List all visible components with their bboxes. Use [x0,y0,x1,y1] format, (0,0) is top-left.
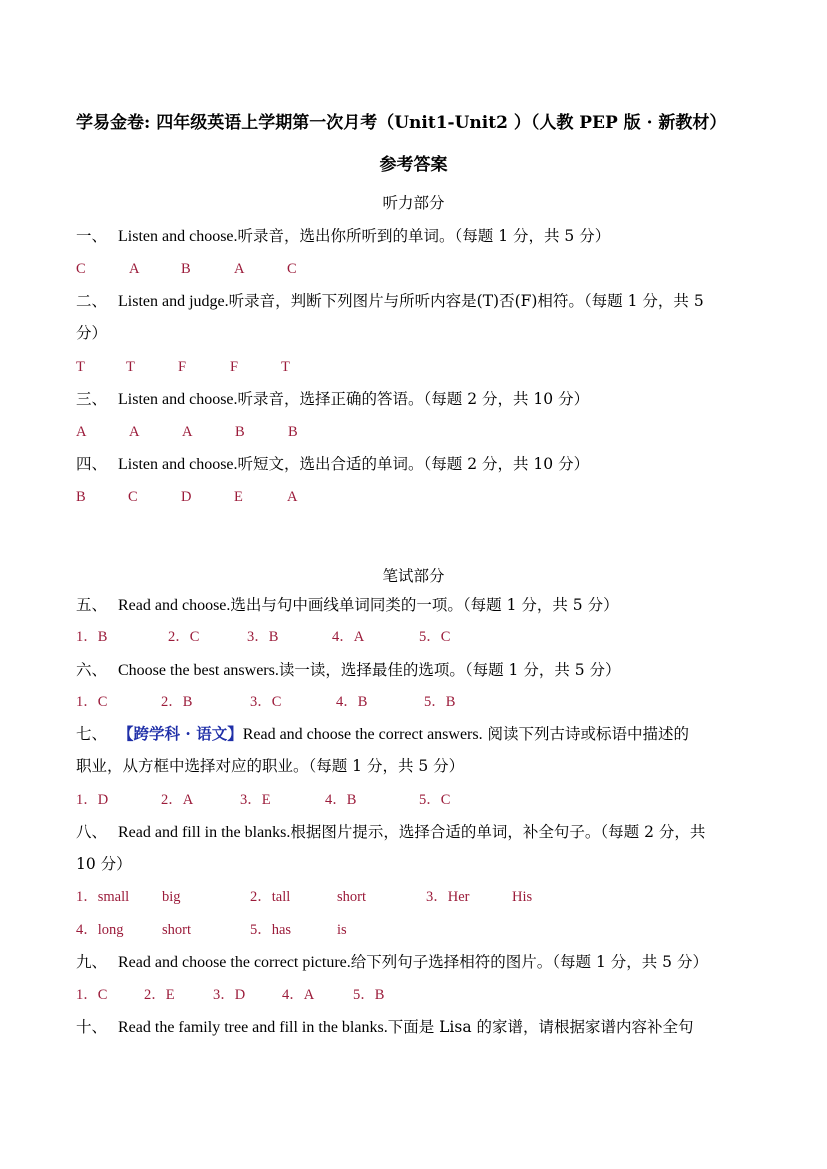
answer: 5．C [419,629,451,645]
section-zh: 给下列句子选择相符的图片。（每题 1 分，共 5 分） [350,953,708,971]
section-number: 一、 [76,227,108,245]
answer: is [337,922,347,938]
section-zh: 听录音，选择正确的答语。（每题 2 分，共 10 分） [237,390,590,408]
section-1-instruction [76,226,610,247]
section-zh: 选出与句中画线单词同类的一项。（每题 1 分，共 5 分） [230,596,619,614]
answer: C [128,489,138,505]
section-number: 五、 [76,596,108,614]
section-9-instruction [76,952,708,973]
section-en: Read and fill in the blanks. [118,824,291,841]
answer: 5．B [424,694,456,710]
answer: D [181,489,192,505]
section-7-instruction [76,724,689,745]
answer-key-heading: 参考答案 [379,155,448,175]
section-zh: 听短文，选出合适的单词。（每题 2 分，共 10 分） [237,455,590,473]
section-zh: 听录音，选出你所听到的单词。（每题 1 分，共 5 分） [237,227,611,245]
section-number: 九、 [76,953,108,971]
answer: F [178,359,187,375]
answer: short [337,889,366,905]
section-number: 十、 [76,1018,108,1036]
answer: A [129,424,140,440]
section-8-instruction [76,822,705,843]
section-en: Listen and choose. [118,456,238,473]
section-zh: 阅读下列古诗或标语中描述的 [482,725,690,743]
answer: 3．E [240,792,271,808]
answer: B [235,424,245,440]
answer: 2．C [168,629,200,645]
section-number: 七、 [76,725,108,743]
answer: 2．A [161,792,194,808]
answer: E [234,489,243,505]
answer: B [288,424,298,440]
section-en: Read and choose the correct picture. [118,954,351,971]
answer: 5．has [250,922,292,938]
answer: C [76,261,86,277]
answer: B [181,261,191,277]
section-2-instruction [76,291,704,312]
section-en: Read and choose the correct answers. [242,726,483,743]
answer: 4．B [336,694,368,710]
answer: 5．B [353,987,385,1003]
answer: 2．B [161,694,193,710]
answer: 1．B [76,629,108,645]
answer: His [512,889,533,905]
section-zh: 读一读，选择最佳的选项。（每题 1 分，共 5 分） [278,661,621,679]
answer: 3．Her [426,889,470,905]
answer: A [287,489,298,505]
answer: A [76,424,87,440]
written-part-heading: 笔试部分 [382,567,445,585]
answer: 3．B [247,629,279,645]
answer: big [162,889,181,905]
section-3-instruction [76,389,589,410]
answer: 1．small [76,889,130,905]
answer: 3．C [250,694,282,710]
section-zh: 下面是 Lisa 的家谱，请根据家谱内容补全句 [387,1018,694,1036]
section-7-instruction-cont: 职业，从方框中选择对应的职业。（每题 1 分，共 5 分） [76,757,465,775]
section-number: 八、 [76,823,108,841]
section-number: 二、 [76,292,108,310]
answer: 5．C [419,792,451,808]
answer: F [230,359,239,375]
answer: 3．D [213,987,246,1003]
answer: A [234,261,245,277]
answer: 2．tall [250,889,291,905]
answer: A [182,424,193,440]
answer: 4．B [325,792,357,808]
answer: T [126,359,135,375]
answer: 4．A [332,629,365,645]
answer: B [76,489,86,505]
cross-subject-tag: 【跨学科 · 语文】 [118,724,243,743]
answer: short [162,922,191,938]
answer: 1．C [76,987,108,1003]
section-2-instruction-cont: 分） [76,324,108,342]
answer: 1．C [76,694,108,710]
section-en: Read and choose. [118,597,231,614]
answer: 1．D [76,792,109,808]
section-8-instruction-cont: 10 分） [76,855,132,873]
answer: T [281,359,290,375]
section-zh: 根据图片提示，选择合适的单词，补全句子。（每题 2 分，共 [290,823,706,841]
page-title: 学易金卷: 四年级英语上学期第一次月考（Unit1-Unit2 ）（人教 PEP 版 · 新教材） [76,113,727,133]
section-en: Listen and choose. [118,391,238,408]
answer: 4．A [282,987,315,1003]
section-en: Listen and choose. [118,228,238,245]
section-number: 三、 [76,390,108,408]
section-4-instruction [76,454,589,475]
section-10-instruction [76,1017,694,1038]
section-en: Listen and judge. [118,293,229,310]
answer: C [287,261,297,277]
section-en: Choose the best answers. [118,662,279,679]
section-5-instruction [76,595,619,616]
section-zh: 听录音，判断下列图片与所听内容是(T)否(F)相符。（每题 1 分，共 5 [228,292,704,310]
answer: A [129,261,140,277]
answer: 2．E [144,987,175,1003]
section-6-instruction [76,660,621,681]
section-number: 四、 [76,455,108,473]
answer: 4．long [76,922,124,938]
answer: T [76,359,85,375]
section-number: 六、 [76,661,108,679]
section-en: Read the family tree and fill in the blanks. [118,1019,388,1036]
listening-part-heading: 听力部分 [382,194,445,212]
